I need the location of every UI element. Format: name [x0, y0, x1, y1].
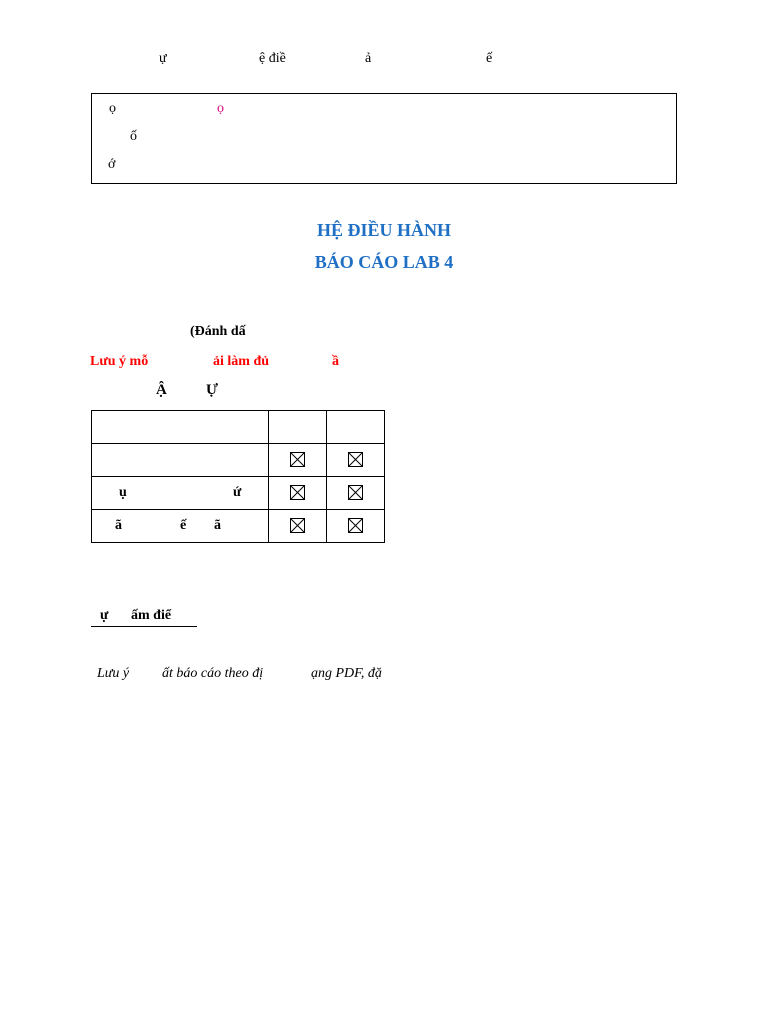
table-cell: [327, 510, 385, 543]
checked-box-icon[interactable]: [348, 485, 363, 500]
grading-heading: [91, 608, 197, 627]
header-fragment-2: ệ điề: [259, 51, 286, 66]
checklist-heading-fragment-a: Ậ: [156, 382, 167, 398]
table-cell: [327, 411, 385, 444]
table-cell: [269, 444, 327, 477]
warning-fragment-c: ầ: [332, 354, 339, 369]
grading-heading-fragment-a: ự: [100, 608, 109, 623]
table-cell: [269, 411, 327, 444]
warning-fragment-b: ải làm đủ: [213, 354, 270, 369]
checklist-instruction: (Đánh dấ: [190, 324, 246, 339]
row4-fragment-c: ã: [214, 518, 221, 533]
header-fragment-4: ế: [486, 51, 493, 66]
requirements-checklist-table: [91, 410, 385, 543]
checked-box-icon[interactable]: [290, 452, 305, 467]
table-row: [92, 477, 385, 510]
row4-fragment-a: ã: [115, 518, 122, 533]
row4-fragment-b: ế: [180, 518, 187, 533]
course-title: HỆ ĐIỀU HÀNH: [316, 220, 451, 240]
table-cell: [269, 510, 327, 543]
table-cell: [92, 510, 269, 543]
checked-box-icon[interactable]: [348, 452, 363, 467]
checked-box-icon[interactable]: [290, 485, 305, 500]
table-row: [92, 411, 385, 444]
row3-fragment-a: ụ: [119, 485, 127, 500]
table-cell: [269, 477, 327, 510]
checklist-heading-fragment-b: Ự: [206, 382, 218, 398]
warning-fragment-a: Lưu ý mỗ: [90, 354, 149, 369]
info-line1-fragment-b: ọ: [217, 101, 224, 116]
header-fragment-3: ả: [365, 51, 372, 66]
row3-fragment-b: ứ: [233, 485, 242, 500]
grading-heading-fragment-b: ấm điể: [131, 608, 172, 623]
note-fragment-b: ất báo cáo theo đị: [162, 666, 264, 681]
table-cell: [92, 411, 269, 444]
report-title: BÁO CÁO LAB 4: [314, 252, 454, 272]
table-row: [92, 444, 385, 477]
info-line1-fragment-a: ọ: [109, 101, 116, 116]
header-fragment-1: ự: [159, 51, 167, 66]
checked-box-icon[interactable]: [290, 518, 305, 533]
note-fragment-a: Lưu ý: [97, 666, 130, 681]
table-cell: [327, 444, 385, 477]
info-line3-fragment: ớ: [108, 157, 116, 172]
checked-box-icon[interactable]: [348, 518, 363, 533]
table-cell: [327, 477, 385, 510]
table-cell: [92, 477, 269, 510]
table-cell: [92, 444, 269, 477]
info-line2-fragment: ố: [130, 129, 137, 144]
note-fragment-c: ạng PDF, đặ: [311, 666, 382, 681]
student-info-box: [91, 93, 677, 184]
table-row: [92, 510, 385, 543]
